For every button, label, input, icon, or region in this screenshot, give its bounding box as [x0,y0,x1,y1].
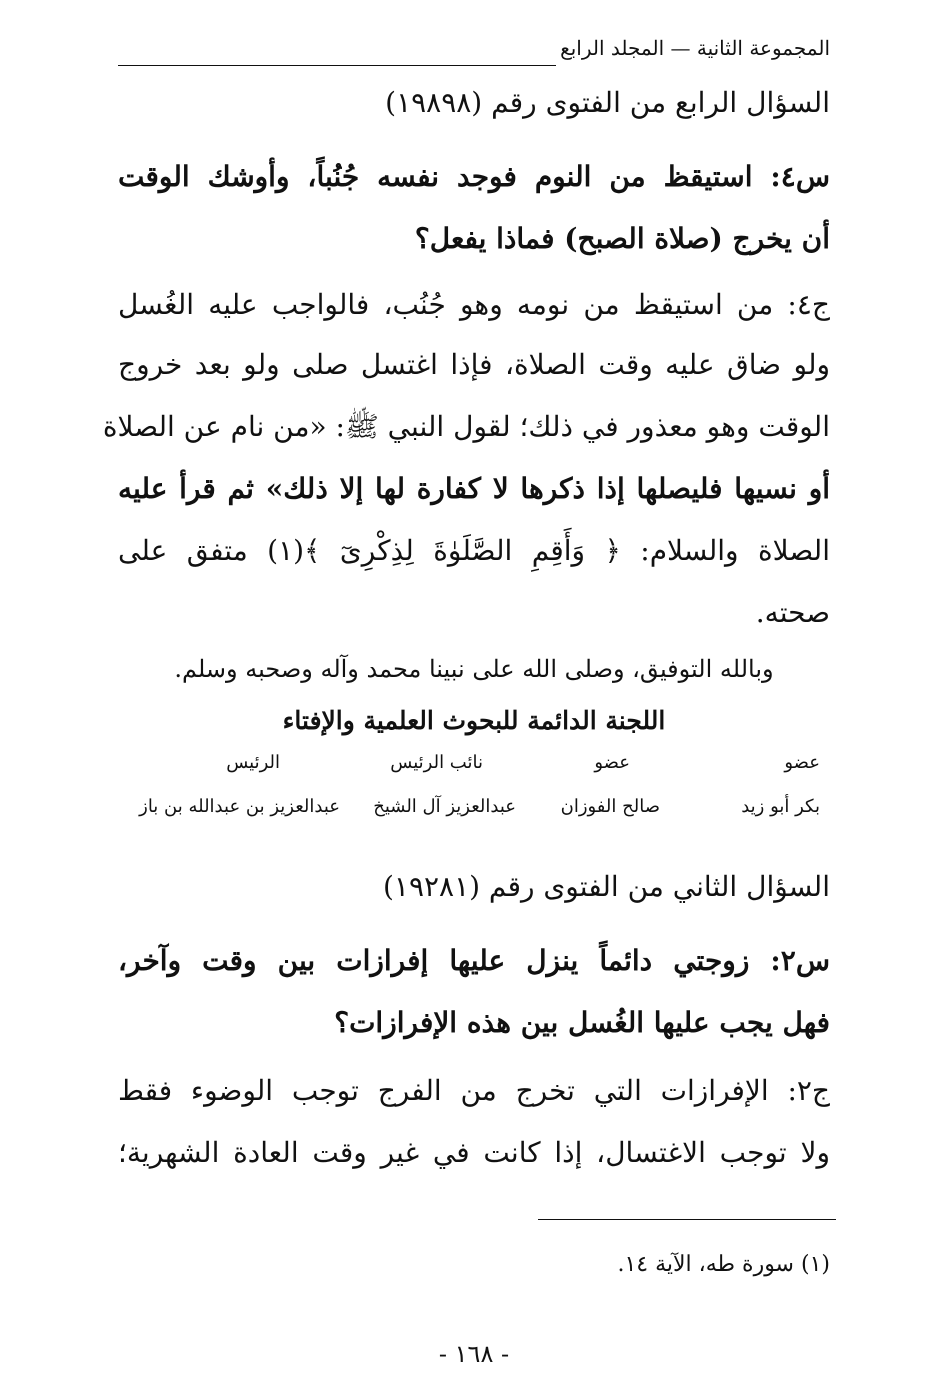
footnote-rule [538,1219,836,1220]
signatory-role: نائب الرئيس [390,752,483,773]
answer-1-line-6: صحته. [755,596,830,629]
running-header: المجموعة الثانية — المجلد الرابع [560,36,830,60]
fatwa-heading-2: السؤال الثاني من الفتوى رقم (١٩٢٨١) [382,870,830,903]
signatory-name: عبدالعزيز بن عبدالله بن باز [139,796,340,817]
closing-formula: وبالله التوفيق، وصلى الله على نبينا محمد وآله وصحبه وسلم. [174,655,774,683]
answer-1-line-2: ولو ضاق عليه وقت الصلاة، فإذا اغتسل صلى ولو بعد خروج [118,348,830,381]
answer-2-line-2: ولا توجب الاغتسال، إذا كانت في غير وقت العادة الشهرية؛ [118,1136,831,1169]
question-1-line-1: س٤: استيقظ من النوم فوجد نفسه جُنُباً، وأوشك الوقت [118,160,830,193]
committee-name: اللجنة الدائمة للبحوث العلمية والإفتاء [282,706,666,735]
fatwa-heading-1: السؤال الرابع من الفتوى رقم (١٩٨٩٨) [385,86,830,119]
signatory-name: صالح الفوزان [560,796,660,817]
answer-1-line-4: أو نسيها فليصلها إذا ذكرها لا كفارة لها إلا ذلك» ثم قرأ عليه [118,472,830,505]
signatory-role: الرئيس [226,752,280,773]
page-number: - ١٦٨ - [438,1340,510,1368]
signatory-name: بكر أبو زيد [741,796,820,817]
question-2-line-1: س٢: زوجتي دائماً ينزل عليها إفرازات بين وقت وآخر، [118,944,830,977]
answer-1-line-5: الصلاة والسلام: ﴿ وَأَقِمِ الصَّلَوٰةَ لِذِكْرِىٓ ﴾(١) متفق على [118,534,830,567]
question-1-line-2: أن يخرج (صلاة الصبح) فماذا يفعل؟ [414,222,830,255]
signatory-role: عضو [594,752,630,773]
footnote: (١) سورة طه، الآية ١٤. [617,1252,830,1277]
answer-1-line-3: الوقت وهو معذور في ذلك؛ لقول النبي ﷺ: «من نام عن الصلاة [102,410,830,443]
signatory-role: عضو [784,752,820,773]
header-rule [118,65,556,66]
answer-1-line-1: ج٤: من استيقظ من نومه وهو جُنُب، فالواجب عليه الغُسل [118,288,830,321]
signatory-name: عبدالعزيز آل الشيخ [373,796,516,817]
question-2-line-2: فهل يجب عليها الغُسل بين هذه الإفرازات؟ [334,1006,830,1039]
answer-2-line-1: ج٢: الإفرازات التي تخرج من الفرج توجب الوضوء فقط [118,1074,830,1107]
